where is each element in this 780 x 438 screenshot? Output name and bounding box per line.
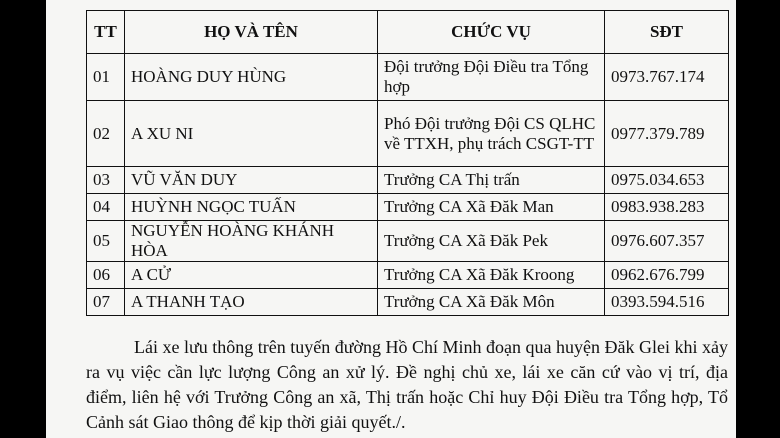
table-row xyxy=(87,194,729,221)
document-page xyxy=(46,0,736,438)
cell-tt: 06 xyxy=(87,262,125,289)
cell-name: HUỲNH NGỌC TUẤN xyxy=(125,194,378,221)
cell-tt: 03 xyxy=(87,167,125,194)
table-row xyxy=(87,289,729,316)
header-phone: SĐT xyxy=(605,11,729,54)
cell-name: A CỬ xyxy=(125,262,378,289)
cell-phone: 0973.767.174 xyxy=(605,54,729,101)
cell-tt: 02 xyxy=(87,101,125,167)
cell-phone: 0976.607.357 xyxy=(605,221,729,262)
cell-role: Phó Đội trưởng Đội CS QLHC về TTXH, phụ trách CSGT-TT xyxy=(378,101,605,167)
cell-name: HOÀNG DUY HÙNG xyxy=(125,54,378,101)
cell-phone: 0393.594.516 xyxy=(605,289,729,316)
cell-tt: 01 xyxy=(87,54,125,101)
cell-phone: 0983.938.283 xyxy=(605,194,729,221)
cell-role: Trưởng CA Xã Đăk Kroong xyxy=(378,262,605,289)
header-name: HỌ VÀ TÊN xyxy=(125,11,378,54)
cell-tt: 05 xyxy=(87,221,125,262)
cell-role: Trưởng CA Xã Đăk Man xyxy=(378,194,605,221)
cell-name: VŨ VĂN DUY xyxy=(125,167,378,194)
cell-role: Trưởng CA Xã Đăk Pek xyxy=(378,221,605,262)
cell-role: Đội trưởng Đội Điều tra Tổng hợp xyxy=(378,54,605,101)
cell-phone: 0977.379.789 xyxy=(605,101,729,167)
cell-phone: 0962.676.799 xyxy=(605,262,729,289)
table-row xyxy=(87,54,729,101)
cell-tt: 04 xyxy=(87,194,125,221)
cell-name: NGUYỄN HOÀNG KHÁNH HÒA xyxy=(125,221,378,262)
table-row xyxy=(87,167,729,194)
cell-role: Trưởng CA Xã Đăk Môn xyxy=(378,289,605,316)
table-row xyxy=(87,221,729,262)
header-tt: TT xyxy=(87,11,125,54)
table-row xyxy=(87,101,729,167)
header-role: CHỨC VỤ xyxy=(378,11,605,54)
cell-name: A XU NI xyxy=(125,101,378,167)
cell-tt: 07 xyxy=(87,289,125,316)
note-paragraph: Lái xe lưu thông trên tuyến đường Hồ Chí Minh đoạn qua huyện Đăk Glei khi xảy ra vụ việc cần lực lượng Công an xử lý. Đề nghị chủ xe, lái xe căn cứ vào vị trí, địa điểm, liên hệ với Trưởng Công an xã, Thị trấn hoặc Chỉ huy Đội Điều tra Tổng hợp, Tổ Cảnh sát Giao thông để kịp thời giải quyết./. xyxy=(86,337,728,432)
table-header-row xyxy=(87,11,729,54)
contact-table xyxy=(86,10,729,316)
cell-name: A THANH TẠO xyxy=(125,289,378,316)
table-row xyxy=(87,262,729,289)
cell-role: Trưởng CA Thị trấn xyxy=(378,167,605,194)
cell-phone: 0975.034.653 xyxy=(605,167,729,194)
